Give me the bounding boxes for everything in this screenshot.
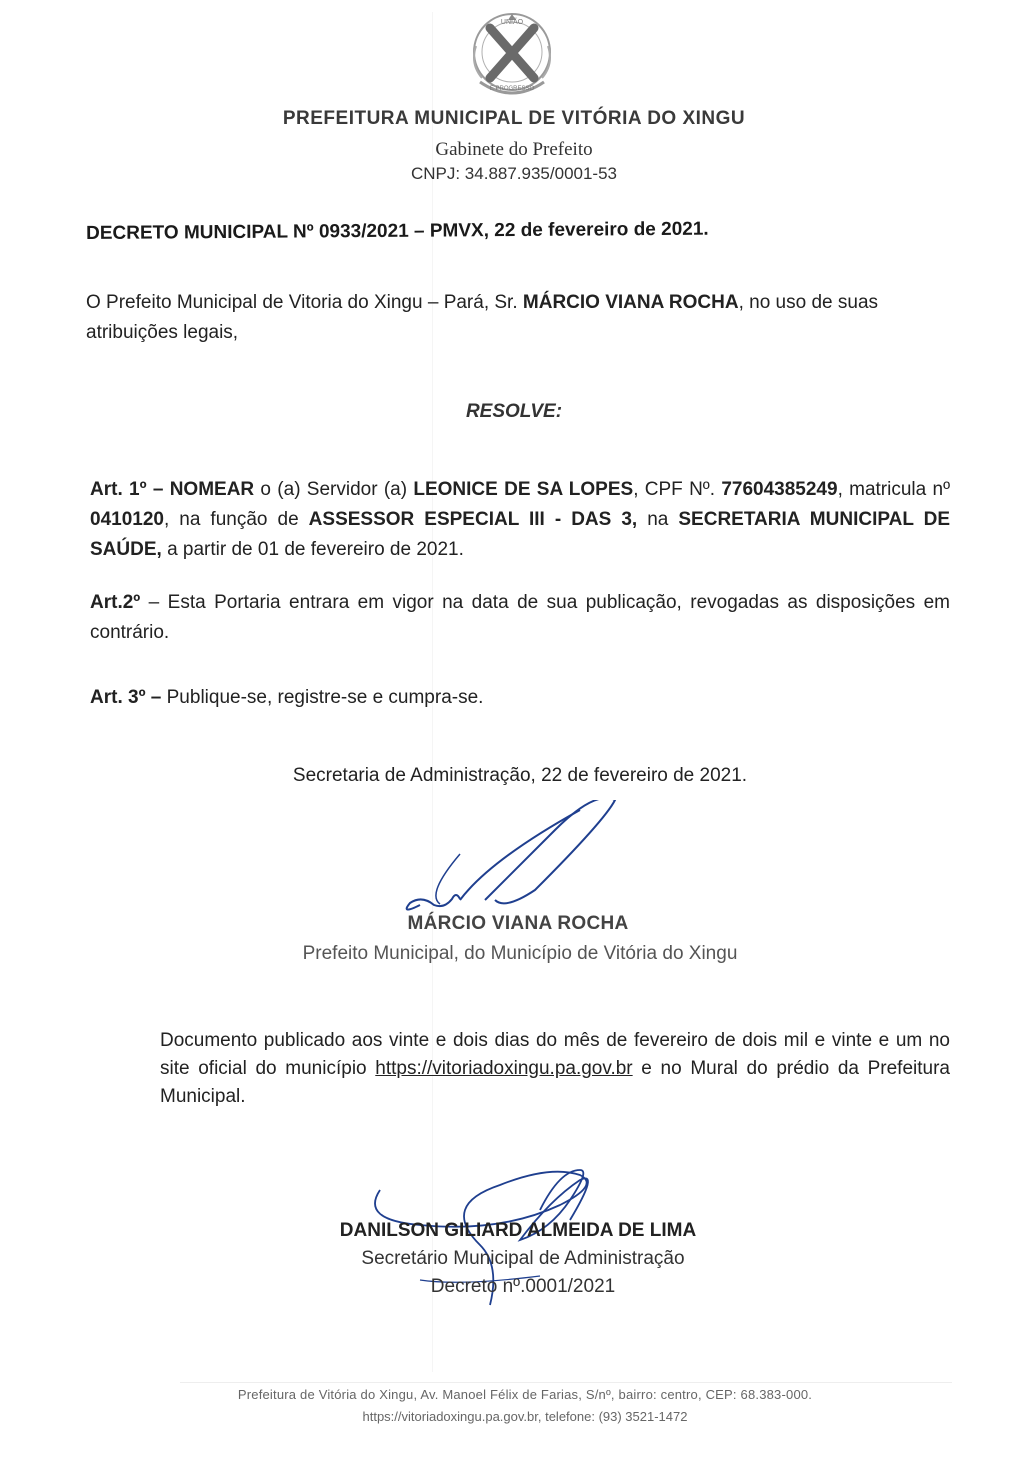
employee-matricula: 0410120 [90,509,164,530]
art1-text: , na função de [163,509,309,530]
signatory-1-name: MÁRCIO VIANA ROCHA [407,913,629,934]
footer-contact: https://vitoriadoxingu.pa.gov.br, telefone: (93) 3521-1472 [362,1409,688,1424]
footer-address: Prefeitura de Vitória do Xingu, Av. Manoel Félix de Farias, S/nº, bairro: centro, CEP: 68.383-000. [237,1387,813,1402]
art2-text: – Esta Portaria entrara em vigor na data de sua publicação, revogadas as disposições em contrário. [90,592,950,643]
article-3 [90,683,950,713]
signatory-1-role: Prefeito Municipal, do Município de Vitória do Xingu [302,943,738,964]
art1-verb: NOMEAR [169,479,255,500]
article-label: Art. 3º – [90,687,162,708]
employee-role: ASSESSOR ESPECIAL III - DAS 3, [308,509,638,530]
official-site-link[interactable]: https://vitoriadoxingu.pa.gov.br [375,1058,633,1079]
page-title: PREFEITURA MUNICIPAL DE VITÓRIA DO XINGU [282,108,746,129]
signatory-2-role: Secretário Municipal de Administração [361,1248,685,1269]
article-1 [90,475,950,565]
intro-text: O Prefeito Municipal de Vitoria do Xingu – Pará, Sr. [86,292,523,313]
art1-text: , matricula nº [837,479,951,500]
employee-department: SECRETARIA MUNICIPAL DE SAÚDE, [90,509,951,560]
mayor-signature-icon [390,800,650,930]
svg-text:E PROGRESSO: E PROGRESSO [489,86,535,92]
date-line: Secretaria de Administração, 22 de fevereiro de 2021. [292,765,748,786]
intro-paragraph [86,288,946,348]
mayor-name: MÁRCIO VIANA ROCHA [522,292,739,313]
footer-divider [180,1382,952,1383]
resolve-heading: RESOLVE: [465,401,563,422]
art3-text: Publique-se, registre-se e cumpra-se. [161,687,484,708]
art1-text: na [637,509,679,530]
art1-text: o (a) Servidor (a) [254,479,414,500]
decree-title: DECRETO MUNICIPAL Nº 0933/2021 – PMVX, 22 de fevereiro de 2021. [86,218,709,244]
header-subtitle: Gabinete do Prefeito [435,139,593,160]
article-2 [90,588,950,648]
signatory-2-decree: Decreto nº.0001/2021 [430,1276,616,1297]
publication-paragraph [160,1027,950,1111]
publication-text: Documento publicado aos vinte e dois dias do mês de fevereiro de dois mil e vinte e um no site oficial do município [160,1030,950,1079]
municipal-seal-icon [462,6,562,104]
art1-text: a partir de 01 de fevereiro de 2021. [161,539,464,560]
signatory-2-name: DANILSON GILIARD ALMEIDA DE LIMA [339,1220,697,1241]
intro-text-after: , no uso de suas atribuições legais, [86,292,879,343]
employee-name: LEONICE DE SA LOPES [413,479,634,500]
publication-text-after: e no Mural do prédio da Prefeitura Municipal. [160,1058,950,1107]
employee-cpf: 77604385249 [721,479,838,500]
art1-text: , CPF Nº. [633,479,722,500]
header-cnpj: CNPJ: 34.887.935/0001-53 [410,164,618,183]
article-label: Art. 1º – [90,479,164,500]
article-label: Art.2º [90,592,141,613]
svg-text:UNIÃO: UNIÃO [500,19,524,26]
